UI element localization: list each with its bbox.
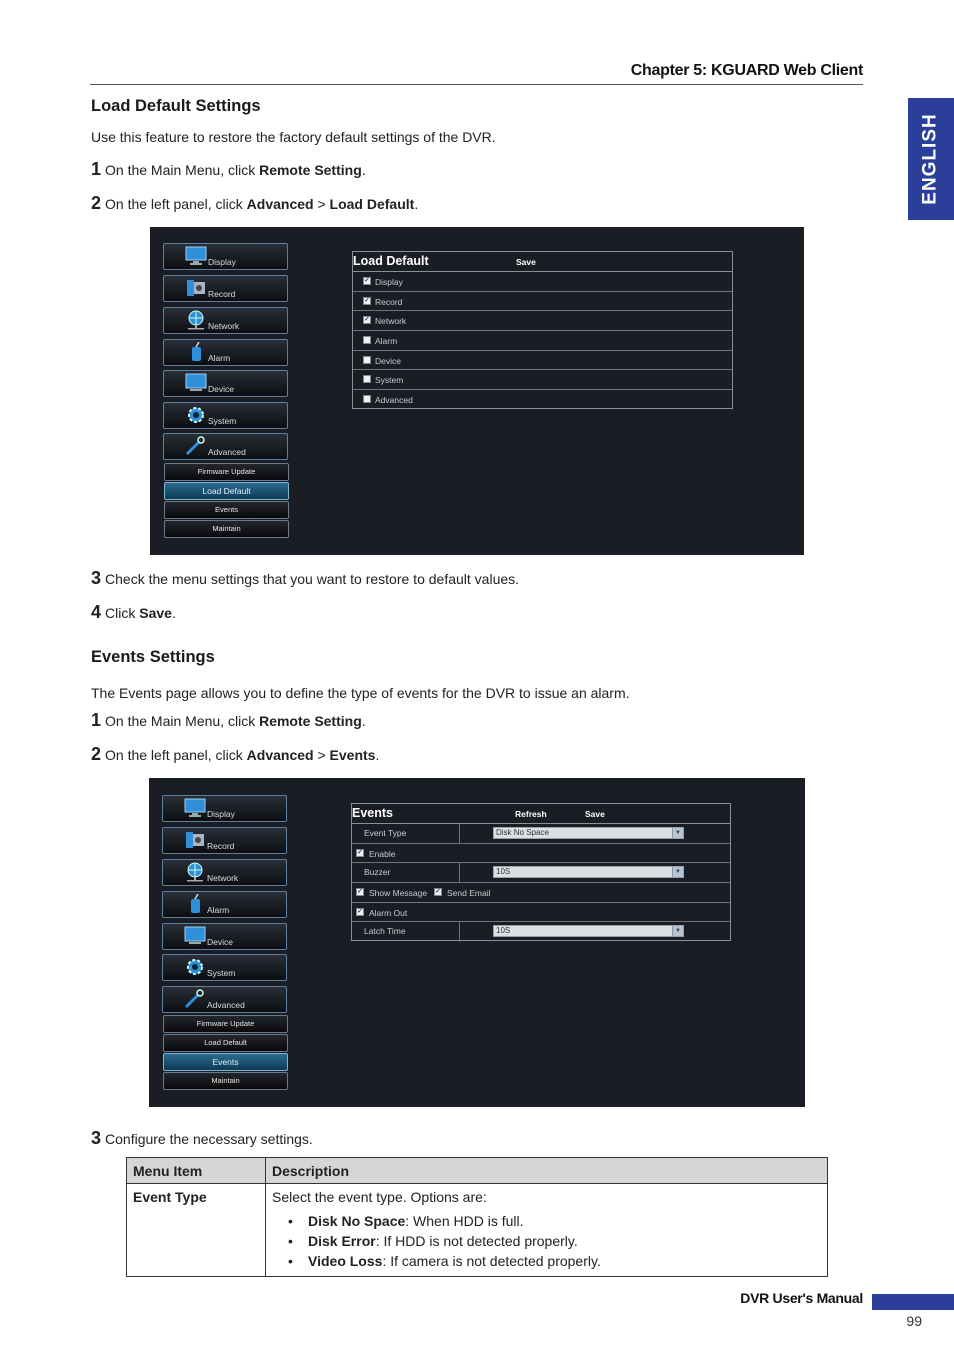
event-type-row bbox=[352, 824, 730, 844]
step-text: On the Main Menu, click bbox=[105, 713, 260, 729]
option-text: : When HDD is full. bbox=[405, 1213, 524, 1229]
step-bold: Remote Setting bbox=[259, 713, 362, 729]
load-default-step-3 bbox=[91, 568, 519, 589]
save-button[interactable]: Save bbox=[516, 257, 536, 267]
step-number: 1 bbox=[91, 159, 102, 179]
chevron-down-icon[interactable]: ▼ bbox=[672, 828, 683, 838]
step-bold: Save bbox=[139, 605, 172, 621]
nav-label: Network bbox=[208, 321, 240, 331]
option-record[interactable] bbox=[353, 292, 732, 312]
language-tab bbox=[908, 98, 954, 220]
buzzer-label: Buzzer bbox=[352, 863, 460, 882]
step-number: 2 bbox=[91, 193, 102, 213]
nav-label: Alarm bbox=[207, 905, 230, 915]
checkbox-checked[interactable]: ✓ bbox=[364, 277, 370, 284]
step-number: 4 bbox=[91, 602, 102, 622]
nav-network[interactable] bbox=[163, 307, 288, 334]
alarm-icon bbox=[183, 894, 207, 914]
step-text: . bbox=[375, 747, 380, 763]
option-system[interactable] bbox=[353, 370, 732, 390]
option-label: Alarm bbox=[375, 336, 398, 347]
device-monitor-icon bbox=[184, 373, 208, 393]
events-panel bbox=[351, 803, 731, 941]
subnav-load-default[interactable]: Load Default bbox=[163, 1034, 288, 1052]
buzzer-select[interactable] bbox=[493, 866, 684, 878]
nav-device[interactable] bbox=[162, 923, 287, 950]
step-text: > bbox=[313, 196, 330, 212]
checkbox[interactable] bbox=[363, 395, 371, 403]
page-number: 99 bbox=[906, 1313, 922, 1329]
alarm-out-label: Alarm Out bbox=[369, 907, 408, 918]
select-value: Disk No Space bbox=[496, 828, 549, 837]
step-number: 1 bbox=[91, 710, 102, 730]
nav-device[interactable] bbox=[163, 370, 288, 397]
nav-record[interactable] bbox=[162, 827, 287, 854]
option-alarm[interactable] bbox=[353, 331, 732, 351]
device-monitor-icon bbox=[183, 926, 207, 946]
step-text: Configure the necessary settings. bbox=[105, 1131, 313, 1147]
list-item bbox=[288, 1231, 821, 1251]
monitor-icon bbox=[184, 246, 208, 266]
nav-system[interactable] bbox=[163, 402, 288, 429]
nav-alarm[interactable] bbox=[162, 891, 287, 918]
step-text: . bbox=[361, 713, 366, 729]
globe-icon bbox=[184, 310, 208, 330]
checkbox-checked[interactable]: ✓ bbox=[357, 848, 363, 856]
option-label: Advanced bbox=[375, 395, 413, 406]
option-name: Disk No Space bbox=[308, 1213, 406, 1229]
select-value: 10S bbox=[496, 926, 511, 936]
buzzer-row bbox=[352, 863, 730, 883]
show-message-label: Show Message bbox=[369, 888, 428, 899]
option-name: Video Loss bbox=[308, 1253, 383, 1269]
checkbox-checked[interactable]: ✓ bbox=[364, 316, 370, 324]
option-label: Record bbox=[375, 296, 403, 307]
step-text: . bbox=[414, 196, 419, 212]
record-icon bbox=[183, 830, 207, 850]
events-heading: Events Settings bbox=[91, 648, 215, 666]
nav-alarm[interactable] bbox=[163, 339, 288, 366]
latch-time-row bbox=[352, 922, 730, 942]
subnav-events[interactable]: Events bbox=[164, 501, 289, 519]
step-text: > bbox=[313, 747, 330, 763]
events-step-1 bbox=[91, 710, 366, 731]
enable-row[interactable] bbox=[352, 844, 730, 864]
latch-time-label: Latch Time bbox=[352, 922, 460, 942]
step-bold: Events bbox=[329, 747, 376, 763]
nav-label: Record bbox=[208, 289, 236, 299]
nav-display[interactable] bbox=[163, 243, 288, 270]
wrench-icon bbox=[184, 436, 208, 456]
load-default-screenshot bbox=[150, 227, 804, 555]
events-step-2 bbox=[91, 744, 379, 765]
gear-icon bbox=[184, 405, 208, 425]
step-text: . bbox=[361, 162, 366, 178]
events-screenshot bbox=[149, 778, 805, 1107]
table-header-row bbox=[127, 1158, 828, 1184]
nav-label: System bbox=[207, 968, 236, 978]
chevron-down-icon[interactable]: ▼ bbox=[672, 867, 683, 877]
step-text: . bbox=[171, 605, 176, 621]
step-text: Click bbox=[105, 605, 140, 621]
checkbox-checked[interactable]: ✓ bbox=[435, 888, 441, 896]
table-cell-description bbox=[266, 1184, 828, 1277]
table-cell-item: Event Type bbox=[127, 1184, 266, 1277]
nav-advanced[interactable] bbox=[163, 433, 288, 460]
nav-label: Device bbox=[207, 937, 233, 947]
option-label: Display bbox=[375, 277, 403, 287]
language-tab-label: ENGLISH bbox=[920, 113, 942, 205]
nav-advanced[interactable] bbox=[162, 986, 287, 1013]
subnav-firmware-update[interactable]: Firmware Update bbox=[164, 463, 289, 481]
panel-title-bar bbox=[353, 252, 732, 272]
checkbox-checked[interactable]: ✓ bbox=[357, 907, 363, 915]
save-button[interactable]: Save bbox=[585, 809, 605, 819]
step-text: On the left panel, click bbox=[105, 196, 247, 212]
nav-label: Device bbox=[208, 384, 234, 394]
gear-icon bbox=[183, 957, 207, 977]
description-text: Select the event type. Options are: bbox=[272, 1189, 487, 1205]
option-name: Disk Error bbox=[308, 1233, 376, 1249]
refresh-button[interactable]: Refresh bbox=[515, 809, 547, 819]
footer-accent-bar bbox=[872, 1294, 954, 1310]
nav-label: Display bbox=[207, 809, 235, 819]
list-item bbox=[288, 1251, 821, 1271]
load-default-panel bbox=[352, 251, 733, 409]
nav-display[interactable] bbox=[162, 795, 287, 822]
menu-description-table bbox=[126, 1157, 828, 1277]
nav-label: System bbox=[208, 416, 237, 426]
subnav-maintain[interactable]: Maintain bbox=[164, 520, 289, 538]
load-default-step-1 bbox=[91, 159, 366, 180]
step-bold: Advanced bbox=[246, 196, 314, 212]
step-bold: Remote Setting bbox=[259, 162, 362, 178]
nav-label: Display bbox=[208, 257, 236, 267]
step-bold: Advanced bbox=[246, 747, 314, 763]
enable-label: Enable bbox=[369, 848, 396, 859]
option-device[interactable] bbox=[353, 351, 732, 371]
nav-label: Record bbox=[207, 841, 235, 851]
subnav-events[interactable]: Events bbox=[163, 1053, 288, 1071]
option-list bbox=[272, 1211, 821, 1271]
chapter-header: Chapter 5: KGUARD Web Client bbox=[90, 60, 863, 85]
option-display[interactable] bbox=[353, 272, 732, 292]
option-label: Network bbox=[375, 316, 407, 327]
checkbox[interactable] bbox=[363, 356, 371, 364]
chevron-down-icon[interactable]: ▼ bbox=[672, 926, 683, 936]
latch-time-select[interactable] bbox=[493, 925, 684, 937]
send-email-label: Send Email bbox=[447, 888, 491, 899]
step-text: Check the menu settings that you want to restore to default values. bbox=[105, 571, 520, 587]
notify-row bbox=[352, 883, 730, 903]
events-step-3 bbox=[91, 1128, 313, 1149]
nav-label: Advanced bbox=[207, 1000, 245, 1010]
step-number: 3 bbox=[91, 1128, 102, 1148]
subnav-firmware-update[interactable]: Firmware Update bbox=[163, 1015, 288, 1033]
option-advanced[interactable] bbox=[353, 390, 732, 410]
panel-title: Load Default bbox=[353, 254, 429, 268]
step-bold: Load Default bbox=[329, 196, 415, 212]
nav-label: Network bbox=[207, 873, 239, 883]
option-network[interactable] bbox=[353, 311, 732, 331]
option-label: System bbox=[375, 375, 404, 386]
load-default-heading: Load Default Settings bbox=[91, 97, 261, 115]
alarm-out-row[interactable] bbox=[352, 903, 730, 923]
option-label: Device bbox=[375, 355, 401, 366]
panel-title: Events bbox=[352, 806, 393, 820]
step-number: 3 bbox=[91, 568, 102, 588]
option-text: : If camera is not detected properly. bbox=[382, 1253, 601, 1269]
load-default-intro: Use this feature to restore the factory default settings of the DVR. bbox=[91, 129, 496, 145]
event-type-label: Event Type bbox=[352, 824, 460, 843]
column-header-description: Description bbox=[266, 1158, 828, 1184]
event-type-select[interactable] bbox=[493, 827, 684, 839]
load-default-step-4 bbox=[91, 602, 176, 623]
select-value: 10S bbox=[496, 867, 511, 877]
table-row bbox=[127, 1184, 828, 1277]
option-text: : If HDD is not detected properly. bbox=[375, 1233, 578, 1249]
nav-label: Alarm bbox=[208, 353, 231, 363]
checkbox-checked[interactable]: ✓ bbox=[364, 296, 370, 304]
record-icon bbox=[184, 278, 208, 298]
panel-title-bar bbox=[352, 804, 730, 824]
monitor-icon bbox=[183, 798, 207, 818]
list-item bbox=[288, 1211, 821, 1231]
load-default-step-2 bbox=[91, 193, 418, 214]
step-text: On the Main Menu, click bbox=[105, 162, 260, 178]
step-number: 2 bbox=[91, 744, 102, 764]
footer-manual-title: DVR User's Manual bbox=[740, 1290, 863, 1306]
wrench-icon bbox=[183, 989, 207, 1009]
nav-network[interactable] bbox=[162, 859, 287, 886]
checkbox[interactable] bbox=[363, 336, 371, 344]
alarm-icon bbox=[184, 342, 208, 362]
events-intro: The Events page allows you to define the type of events for the DVR to issue an alarm. bbox=[91, 685, 630, 701]
nav-record[interactable] bbox=[163, 275, 288, 302]
subnav-load-default[interactable]: Load Default bbox=[164, 482, 289, 500]
globe-icon bbox=[183, 862, 207, 882]
column-header-menu-item: Menu Item bbox=[127, 1158, 266, 1184]
nav-system[interactable] bbox=[162, 954, 287, 981]
step-text: On the left panel, click bbox=[105, 747, 247, 763]
subnav-maintain[interactable]: Maintain bbox=[163, 1072, 288, 1090]
checkbox-checked[interactable]: ✓ bbox=[357, 888, 363, 896]
nav-label: Advanced bbox=[208, 447, 246, 457]
checkbox[interactable] bbox=[363, 375, 371, 383]
